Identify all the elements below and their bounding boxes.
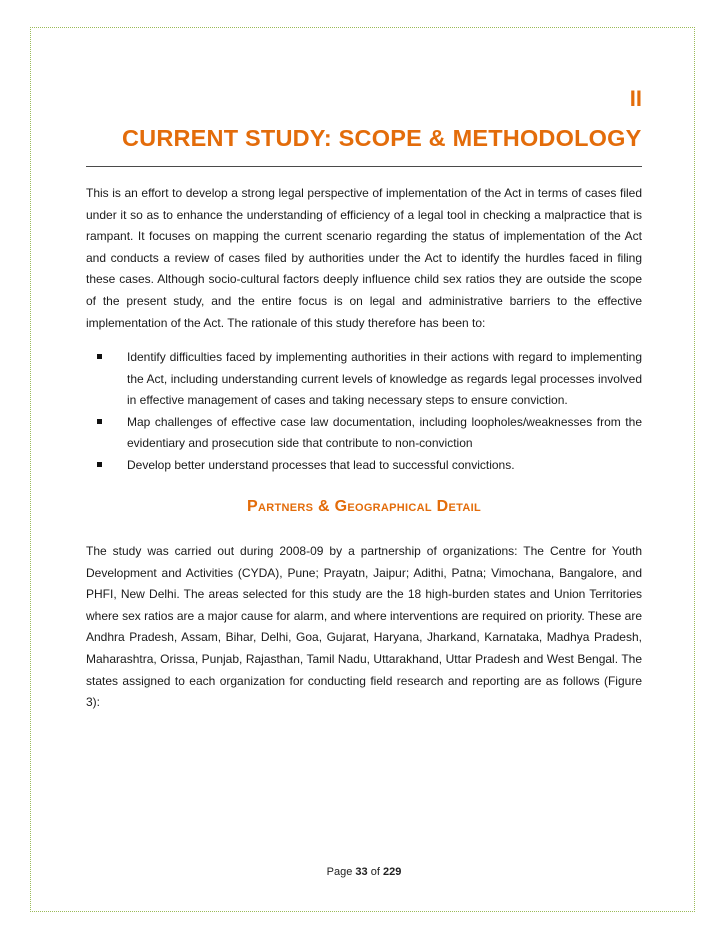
list-item [86, 412, 642, 455]
square-bullet-icon [97, 419, 102, 424]
total-pages: 229 [382, 866, 402, 878]
square-bullet-icon [97, 354, 102, 359]
list-item-text: Map challenges of effective case law documentation, including loopholes/weaknesses from the evidentiary and prosecution side that contribute to non-conviction [127, 414, 642, 451]
rationale-list [86, 347, 642, 477]
page-number: 33 [355, 866, 368, 878]
chapter-number: II [629, 86, 642, 111]
list-item-text: Develop better understand processes that lead to successful convictions. [127, 457, 515, 472]
intro-paragraph: This is an effort to develop a strong legal perspective of implementation of the Act in terms of cases filed under it so as to enhance the understanding of efficiency of a legal tool in checking a malpractice that is rampant. It focuses on mapping the current scenario regarding the status of implementation of the Act and conducts a review of cases filed by authorities under the Act to identify the hurdles faced in filing these cases. Although socio-cultural factors deeply influence child sex ratios they are outside the scope of the present study, and the entire focus is on legal and administrative barriers to the effective implementation of the Act. The rationale of this study therefore has been to: [86, 186, 642, 330]
title-divider [86, 166, 642, 167]
partners-paragraph: The study was carried out during 2008-09 by a partnership of organizations: The Centre for Youth Development and Activities (CYDA), Pune; Prayatn, Jaipur; Adithi, Patna; Vimochana, Bangalore, and PHFI, New Delhi. The areas selected for this study are the 18 high-burden states and Union Territories where sex ratios are a major cause for alarm, and where interventions are required on priority. These are Andhra Pradesh, Assam, Bihar, Delhi, Goa, Gujarat, Haryana, Jharkand, Karnataka, Madhya Pradesh, Maharashtra, Orissa, Punjab, Rajasthan, Tamil Nadu, Uttarakhand, Uttar Pradesh and West Bengal. The states assigned to each organization for conducting field research and reporting are as follows (Figure 3): [86, 544, 642, 710]
page-footer [0, 866, 728, 878]
square-bullet-icon [97, 462, 102, 467]
page-word: Page [326, 866, 353, 878]
list-item-text: Identify difficulties faced by implementing authorities in their actions with regard to implementing the Act, including understanding current levels of knowledge as regards legal processes involved in effective management of cases and taking necessary steps to ensure conviction. [127, 350, 642, 408]
section-heading: Partners & Geographical Detail [247, 498, 481, 515]
of-word: of [370, 866, 380, 878]
list-item [86, 347, 642, 412]
chapter-title: CURRENT STUDY: SCOPE & METHODOLOGY [122, 125, 642, 151]
list-item [86, 455, 642, 477]
